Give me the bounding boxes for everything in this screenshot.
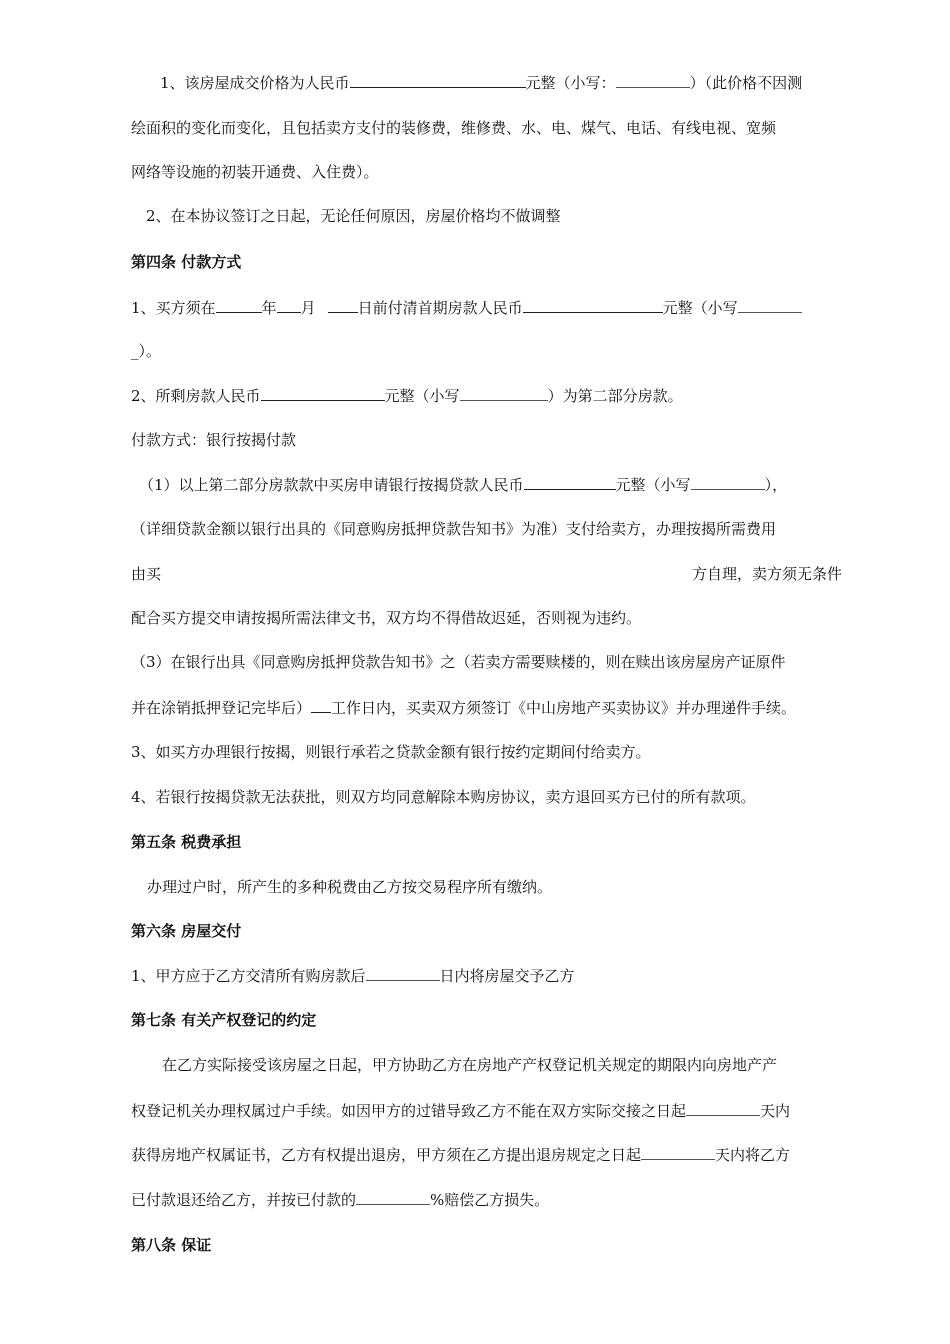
clause-8-heading: 第八条 保证 (131, 1236, 212, 1254)
clause-7-heading: 第七条 有关产权登记的约定 (131, 1011, 317, 1029)
payment-item-3: 3、如买方办理银行按揭，则银行承若之贷款金额有银行按约定期间付给卖方。 (131, 743, 651, 761)
payment-item-4: 4、若银行按揭贷款无法获批，则双方均同意解除本购房协议，卖方退回买方已付的所有款项。 (131, 788, 756, 806)
down-payment-lowercase-blank[interactable] (738, 297, 802, 313)
month-blank[interactable] (277, 297, 301, 313)
payment-item-1-line-2: _）。 (131, 342, 162, 360)
loan-amount-blank[interactable] (524, 474, 616, 490)
down-payment-blank[interactable] (523, 297, 663, 313)
year-blank[interactable] (216, 297, 262, 313)
payment-item-2: 2、所剩房款人民币 元整（小写 ）为第二部分房款。 (131, 387, 683, 405)
mortgage-sub-1-line-3b: 方自理，卖方须无条件 (692, 565, 843, 583)
delivery-item-1: 1、甲方应于乙方交清所有购房款后 日内将房屋交予乙方 (131, 967, 575, 985)
mortgage-sub-1-line-1: （1）以上第二部分房款款中买房申请银行按揭贷款人民币 元整（小写 ）， (139, 476, 788, 494)
price-fixed-clause: 2、在本协议签订之日起，无论任何原因，房屋价格均不做调整 (146, 207, 561, 225)
mortgage-sub-3-line-1: （3）在银行出具《同意购房抵押贷款告知书》之（若卖方需要赎楼的，则在赎出该房屋房产证原件 (131, 653, 786, 671)
refund-days-blank[interactable] (641, 1144, 715, 1160)
registration-line-1: 在乙方实际接受该房屋之日起，甲方协助乙方在房地产产权登记机关规定的期限内向房地产产 (162, 1056, 778, 1074)
day-blank[interactable] (328, 297, 358, 313)
payment-item-1-line-1: 1、买方须在 年 月 日前付清首期房款人民币 元整（小写 (131, 297, 802, 317)
remaining-lowercase-blank[interactable] (460, 385, 548, 401)
clause-4-heading: 第四条 付款方式 (131, 253, 242, 271)
price-clause-line-3: 网络等设施的初装开通费、入住费）。 (131, 163, 379, 181)
price-clause-line-1: 1、该房屋成交价格为人民币 元整（小写： ）（此价格不因测 (160, 74, 803, 92)
price-clause-line-2: 绘面积的变化而变化，且包括卖方支付的装修费，维修费、水、电、煤气、电话、有线电视、宽频 (131, 119, 777, 137)
price-blank[interactable] (350, 72, 526, 88)
registration-line-3: 获得房地产权属证书，乙方有权提出退房，甲方须在乙方提出退房规定之日起 天内将乙方 (131, 1146, 791, 1164)
mortgage-sub-1-line-3a: 由买 (131, 565, 162, 583)
working-days-blank[interactable] (311, 697, 331, 713)
mortgage-sub-1-line-4: 配合买方提交申请按揭所需法律文书，双方均不得借故迟延，否则视为违约。 (131, 609, 642, 627)
loan-lowercase-blank[interactable] (691, 474, 765, 490)
tax-clause-body: 办理过户时，所产生的多种税费由乙方按交易程序所有缴纳。 (147, 878, 553, 896)
clause-5-heading: 第五条 税费承担 (131, 833, 242, 851)
mortgage-sub-3-line-2: 并在涂销抵押登记完毕后） 工作日内，买卖双方须签订《中山房地产买卖协议》并办理递件手续。 (131, 699, 797, 717)
price-lowercase-blank[interactable] (616, 72, 690, 88)
delivery-days-blank[interactable] (366, 965, 440, 981)
registration-line-2: 权登记机关办理权属过户手续。如因甲方的过错导致乙方不能在双方实际交接之日起 天内 (131, 1102, 791, 1120)
payment-method: 付款方式：银行按揭付款 (131, 431, 297, 449)
clause-6-heading: 第六条 房屋交付 (131, 922, 242, 940)
certificate-days-blank[interactable] (686, 1100, 760, 1116)
remaining-amount-blank[interactable] (261, 385, 385, 401)
mortgage-sub-1-line-2: （详细贷款金额以银行出具的《同意购房抵押贷款告知书》为准）支付给卖方，办理按揭所需费用 (131, 520, 777, 538)
registration-line-4: 已付款退还给乙方，并按已付款的 %赔偿乙方损失。 (131, 1191, 550, 1209)
compensation-percent-blank[interactable] (356, 1189, 430, 1205)
